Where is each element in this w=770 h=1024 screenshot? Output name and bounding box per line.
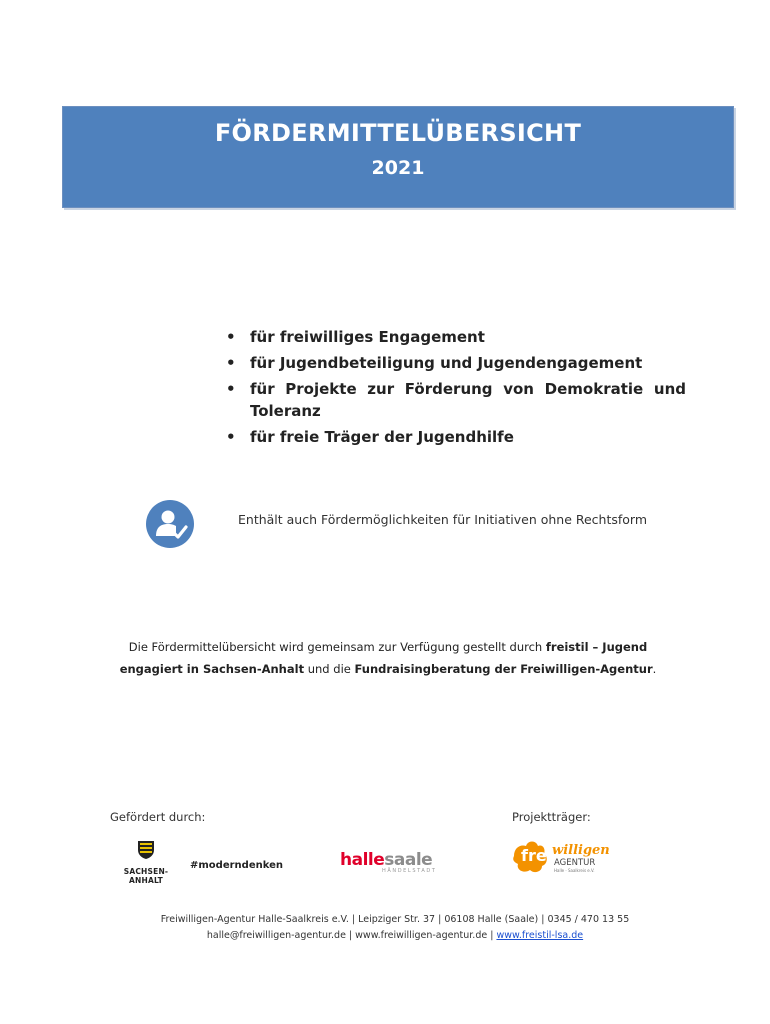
footer-contact [100,928,690,944]
coat-of-arms-icon [137,840,155,860]
footer-contact-text: halle@freiwilligen-agentur.de | www.freiwilligen-agentur.de | [206,930,497,941]
freiwilligen-agentur-logo [512,834,612,878]
footer-address: Freiwilligen-Agentur Halle-Saalkreis e.V. | Leipziger Str. 37 | 06108 Halle (Saale) | 0345 / 470 13 55 [160,914,630,925]
footer [100,912,690,944]
svg-text:willigen: willigen [552,843,610,858]
provider-statement [110,636,666,680]
document-year: 2021 [371,157,425,179]
halle-saale-logo [340,850,436,874]
target-group-list [226,326,686,452]
provider-org-freistil: freistil – Jugend engagiert in Sachsen-Anhalt [119,640,648,676]
halle-word: halle [340,850,385,870]
provider-prefix: Die Fördermittelübersicht wird gemeinsam zur Verfügung gestellt durch [128,640,546,654]
moderndenken-logo: #moderndenken [190,860,284,871]
provider-middle: und die [304,662,355,676]
halle-tagline: HÄNDELSTADT [382,868,437,874]
sachsen-anhalt-text: SACHSEN-ANHALT [123,867,169,885]
svg-text:Halle · Saalkreis e.V.: Halle · Saalkreis e.V. [554,868,595,873]
provider-org-fundraising: Fundraisingberatung der Freiwilligen-Agentur [354,662,653,676]
document-title: FÖRDERMITTELÜBERSICHT [214,119,582,147]
svg-text:AGENTUR: AGENTUR [554,858,596,868]
provider-suffix: . [652,662,657,676]
list-item: • für Projekte zur Förderung von Demokratie und Toleranz [226,378,686,422]
title-banner [62,106,734,208]
funded-by-label: Gefördert durch: [110,810,206,824]
list-item: • für Jugendbeteiligung und Jugendengagement [226,352,686,374]
user-check-icon [146,500,194,548]
project-carrier-label: Projektträger: [512,810,591,824]
freistil-link[interactable]: www.freistil-lsa.de [496,930,584,941]
list-item: • für freie Träger der Jugendhilfe [226,426,686,448]
sachsen-anhalt-logo [110,840,182,885]
svg-text:frei: frei [521,846,553,865]
list-item: • für freiwilliges Engagement [226,326,686,348]
info-text: Enthält auch Fördermöglichkeiten für Initiativen ohne Rechtsform [238,512,648,527]
saale-word: saale [384,850,433,870]
